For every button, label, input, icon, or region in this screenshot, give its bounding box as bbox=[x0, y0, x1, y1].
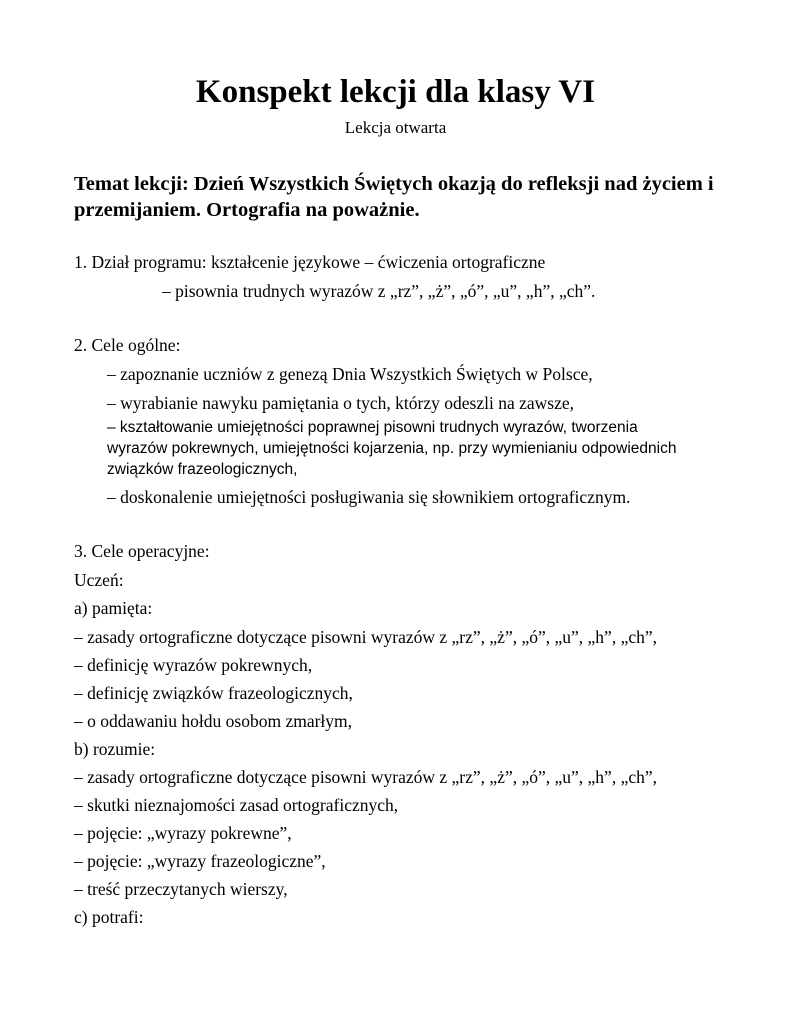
section2-item: – wyrabianie nawyku pamiętania o tych, którzy odeszli na zawsze, bbox=[107, 393, 574, 413]
subsection-b-item: – zasady ortograficzne dotyczące pisowni wyrazów z „rz”, „ż”, „ó”, „u”, „h”, „ch”, bbox=[74, 767, 658, 787]
section2-heading: 2. Cele ogólne: bbox=[74, 335, 181, 355]
section1-heading: 1. Dział programu: kształcenie językowe – ćwiczenia ortograficzne bbox=[74, 252, 546, 272]
subsection-b-item: – skutki nieznajomości zasad ortograficznych, bbox=[74, 795, 399, 815]
subsection-a-item: – zasady ortograficzne dotyczące pisowni wyrazów z „rz”, „ż”, „ó”, „u”, „h”, „ch”, bbox=[74, 627, 658, 647]
student-label: Uczeń: bbox=[74, 570, 124, 590]
subsection-c-label: c) potrafi: bbox=[74, 907, 144, 927]
subsection-a-item: – definicję związków frazeologicznych, bbox=[74, 683, 353, 703]
section2-item: – kształtowanie umiejętności poprawnej pisowni trudnych wyrazów, tworzenia wyrazów pokrewnych, umiejętności kojarzenia, np. przy wymienianiu odpowiednich związków frazeologicznych, bbox=[107, 419, 677, 478]
section3-heading: 3. Cele operacyjne: bbox=[74, 541, 210, 561]
section1-item: – pisownia trudnych wyrazów z „rz”, „ż”, „ó”, „u”, „h”, „ch”. bbox=[162, 281, 596, 301]
document-title: Konspekt lekcji dla klasy VI bbox=[195, 74, 596, 110]
subsection-b-item: – treść przeczytanych wierszy, bbox=[74, 879, 288, 899]
subsection-a-label: a) pamięta: bbox=[74, 598, 153, 618]
document-subtitle: Lekcja otwarta bbox=[344, 118, 447, 137]
subsection-b-label: b) rozumie: bbox=[74, 739, 156, 759]
lesson-topic: Temat lekcji: Dzień Wszystkich Świętych okazją do refleksji nad życiem i przemijaniem. Ortografia na poważnie. bbox=[74, 173, 714, 221]
subsection-b-item: – pojęcie: „wyrazy frazeologiczne”, bbox=[74, 851, 326, 871]
subsection-b-item: – pojęcie: „wyrazy pokrewne”, bbox=[74, 823, 292, 843]
subsection-a-item: – definicję wyrazów pokrewnych, bbox=[74, 655, 313, 675]
subsection-a-item: – o oddawaniu hołdu osobom zmarłym, bbox=[74, 711, 353, 731]
section2-item: – zapoznanie uczniów z genezą Dnia Wszystkich Świętych w Polsce, bbox=[107, 364, 593, 384]
section2-item: – doskonalenie umiejętności posługiwania się słownikiem ortograficznym. bbox=[107, 487, 631, 507]
